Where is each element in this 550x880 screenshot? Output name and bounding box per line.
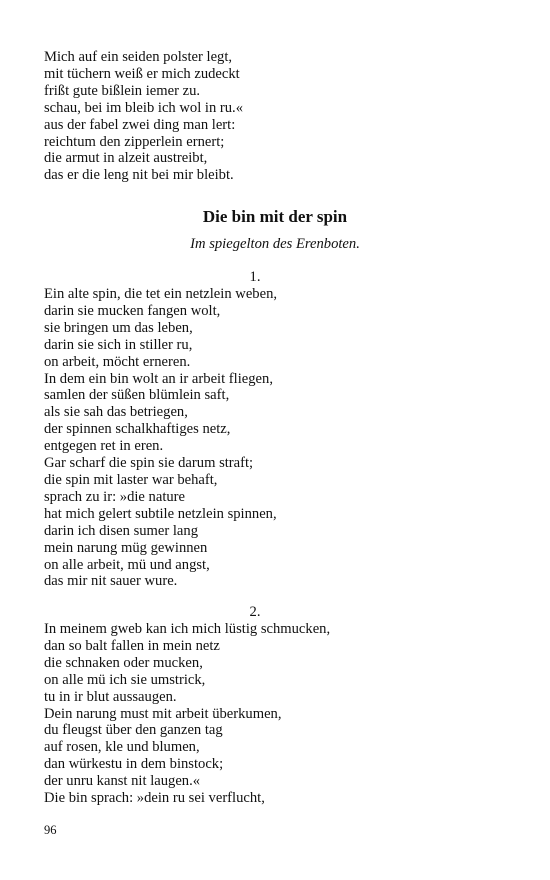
verse-line: Dein narung must mit arbeit überkumen, xyxy=(44,705,282,722)
verse-line: tu in ir blut aussaugen. xyxy=(44,688,177,705)
verse-line: samlen der süßen blümlein saft, xyxy=(44,387,230,404)
verse-line: Gar scharf die spin sie darum straft; xyxy=(44,455,254,472)
verse-line: der unru kanst nit laugen.« xyxy=(44,773,201,790)
stanza-number: 1. xyxy=(249,269,261,285)
verse-line: sie bringen um das leben, xyxy=(44,319,193,336)
verse-line: Ein alte spin, die tet ein netzlein weben, xyxy=(44,286,278,302)
verse-line: darin sie sich in stiller ru, xyxy=(44,336,193,353)
verse-line: on alle mü ich sie umstrick, xyxy=(44,671,206,688)
verse-line: on arbeit, möcht erneren. xyxy=(44,353,191,370)
verse-line: der spinnen schalkhaftiges netz, xyxy=(44,421,231,438)
verse-line: dan so balt fallen in mein netz xyxy=(44,637,220,654)
verse-line: die schnaken oder mucken, xyxy=(44,654,203,671)
verse-line: mein narung müg gewinnen xyxy=(44,539,208,556)
poem-title: Die bin mit der spin xyxy=(202,207,348,226)
verse-line: frißt gute bißlein iemer zu. xyxy=(44,82,201,99)
verse-line: das er die leng nit bei mir bleibt. xyxy=(44,167,234,184)
verse-line: als sie sah das betriegen, xyxy=(44,404,188,421)
stanza-number: 2. xyxy=(249,604,261,620)
verse-line: sprach zu ir: »die nature xyxy=(44,488,186,505)
verse-line: reichtum den zipperlein ernert; xyxy=(44,133,225,150)
verse-line: Mich auf ein seiden polster legt, xyxy=(44,49,233,65)
verse-line: hat mich gelert subtile netzlein spinnen, xyxy=(44,505,277,522)
verse-line: du fleugst über den ganzen tag xyxy=(44,722,223,739)
verse-line: auf rosen, kle und blumen, xyxy=(44,739,200,756)
verse-line: das mir nit sauer wure. xyxy=(44,573,178,590)
stanza-2-block xyxy=(44,621,530,807)
verse-line: In dem ein bin wolt an ir arbeit fliegen, xyxy=(44,370,273,387)
verse-line: dan würkestu in dem binstock; xyxy=(44,756,224,773)
verse-line: darin ich disen sumer lang xyxy=(44,522,199,539)
page-number: 96 xyxy=(44,823,57,837)
verse-line: Die bin sprach: »dein ru sei verflucht, xyxy=(44,790,265,807)
stanza-1-block xyxy=(44,286,530,590)
verse-line: on alle arbeit, mü und angst, xyxy=(44,556,210,573)
poem-subtitle: Im spiegelton des Erenboten. xyxy=(190,236,360,252)
verse-line: darin sie mucken fangen wolt, xyxy=(44,302,221,319)
verse-line: In meinem gweb kan ich mich lüstig schmucken, xyxy=(44,621,331,637)
verse-line: die armut in alzeit austreibt, xyxy=(44,150,208,167)
verse-line: schau, bei im bleib ich wol in ru.« xyxy=(44,99,244,116)
verse-line: entgegen ret in eren. xyxy=(44,438,164,455)
intro-verse-block xyxy=(44,49,530,184)
verse-line: aus der fabel zwei ding man lert: xyxy=(44,116,236,133)
verse-line: die spin mit laster war behaft, xyxy=(44,471,218,488)
verse-line: mit tüchern weiß er mich zudeckt xyxy=(44,65,240,82)
